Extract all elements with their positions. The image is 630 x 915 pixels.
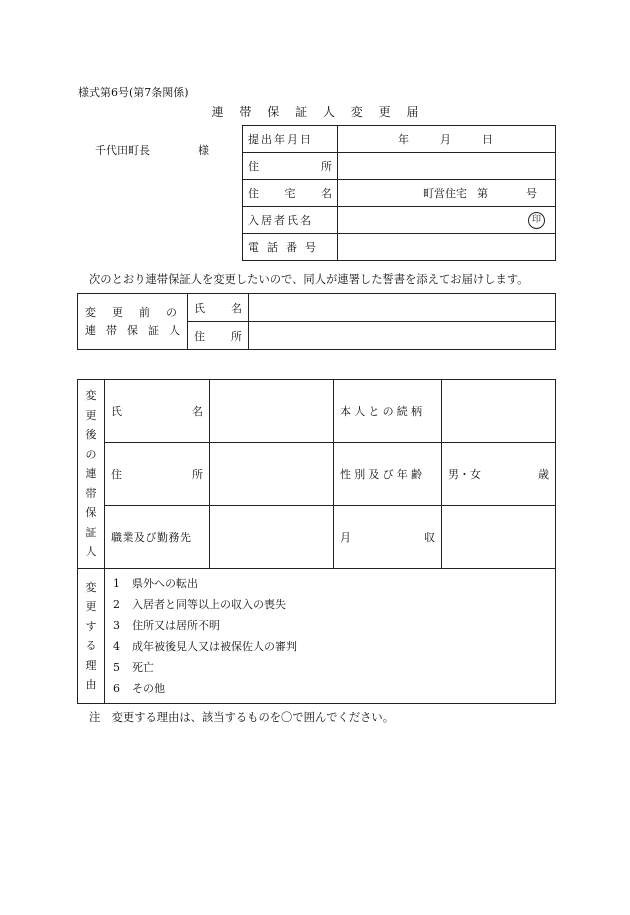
before-address-label: 住 所 (188, 322, 249, 350)
after-change-table (77, 379, 556, 704)
addressee-honorific: 様 (198, 144, 209, 157)
title-char: 保 (267, 105, 280, 119)
title-char: 更 (378, 105, 391, 119)
reason-item[interactable]: 2 入居者と同等以上の収入の喪失 (113, 598, 286, 611)
phone-label: 電話番号 (243, 234, 338, 261)
house-label: 住 宅 名 (243, 180, 338, 207)
after-address-label: 住 所 (105, 443, 210, 506)
reason-item[interactable]: 3 住所又は居所不明 (113, 619, 220, 632)
address-label: 住 所 (243, 153, 338, 180)
reason-item[interactable]: 4 成年被後見人又は被保佐人の審判 (113, 640, 297, 653)
after-name-field[interactable] (210, 380, 334, 443)
form-title (0, 103, 630, 120)
resident-label: 入居者氏名 (243, 207, 338, 234)
income-label: 月 収 (334, 506, 442, 569)
title-char: 証 (295, 105, 308, 119)
notice-text: 次のとおり連帯保証人を変更したいので、同人が連署した誓書を添えてお届けします。 (89, 273, 529, 286)
date-year: 年 (398, 133, 409, 146)
sex-age-label: 性別及び年齢 (334, 443, 442, 506)
reason-item[interactable]: 1 県外への転出 (113, 577, 198, 590)
applicant-table (242, 125, 556, 261)
submit-date-field[interactable] (338, 126, 556, 153)
date-month: 月 (440, 133, 451, 146)
income-field[interactable] (442, 506, 556, 569)
house-field[interactable] (338, 180, 556, 207)
sex-value[interactable]: 男・女 (448, 468, 481, 481)
relation-label: 本人との続柄 (334, 380, 442, 443)
phone-field[interactable] (338, 234, 556, 261)
job-field[interactable] (210, 506, 334, 569)
address-field[interactable] (338, 153, 556, 180)
before-name-field[interactable] (249, 294, 556, 322)
house-go: 号 (526, 187, 537, 200)
seal-icon: 印 (528, 212, 545, 229)
after-name-label: 氏 名 (105, 380, 210, 443)
after-change-group-label: 変 更 後 の 連 帯 保 証 人 (78, 380, 105, 569)
title-char: 帯 (239, 105, 252, 119)
reasons-label: 変 更 す る 理 由 (78, 569, 105, 704)
addressee (95, 142, 209, 158)
resident-field[interactable] (338, 207, 556, 234)
before-address-field[interactable] (249, 322, 556, 350)
footnote: 注 変更する理由は、該当するものを〇で囲んでください。 (89, 711, 395, 724)
relation-field[interactable] (442, 380, 556, 443)
reason-item[interactable]: 6 その他 (113, 682, 165, 695)
title-char: 連 (211, 105, 224, 119)
house-dai: 第 (477, 187, 488, 200)
title-char: 変 (350, 105, 363, 119)
job-label: 職業及び勤務先 (105, 506, 210, 569)
title-char: 人 (322, 105, 335, 119)
after-address-field[interactable] (210, 443, 334, 506)
title-char: 届 (406, 105, 419, 119)
submit-date-label: 提出年月日 (243, 126, 338, 153)
date-day: 日 (482, 133, 493, 146)
before-change-group-label: 変 更 前 の 連 帯 保 証 人 (78, 294, 188, 350)
before-name-label: 氏 名 (188, 294, 249, 322)
reasons-list (105, 569, 556, 704)
sex-age-field[interactable] (442, 443, 556, 506)
before-change-table (77, 293, 556, 350)
addressee-name: 千代田町長 (95, 144, 150, 157)
age-unit: 歳 (538, 468, 549, 481)
reason-item[interactable]: 5 死亡 (113, 661, 154, 674)
form-id: 様式第6号(第7条関係) (78, 86, 189, 99)
house-value: 町営住宅 (423, 187, 467, 200)
